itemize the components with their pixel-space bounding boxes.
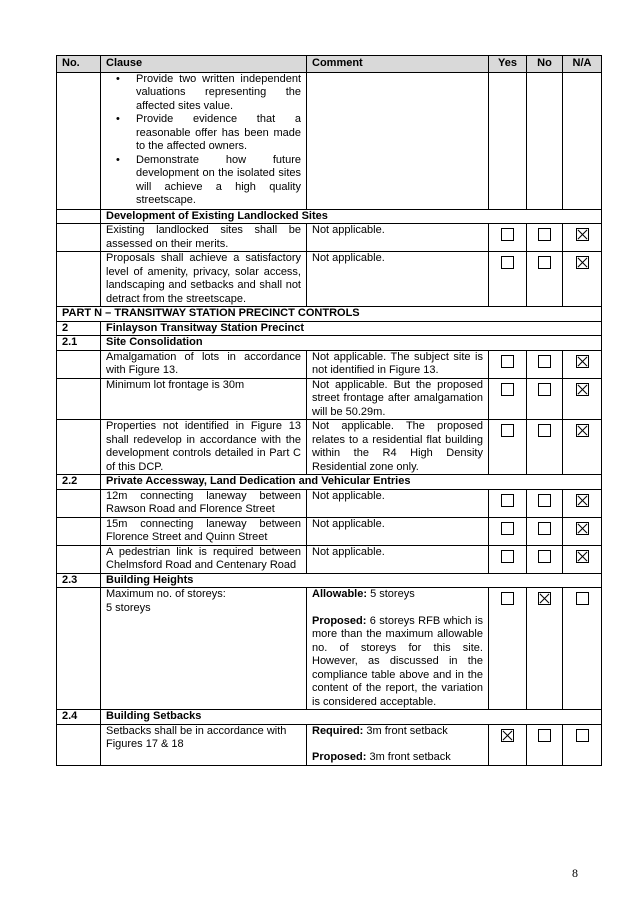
clause-cell: Existing landlocked sites shall be assessed on their merits. bbox=[101, 224, 307, 252]
comment-cell: Not applicable. bbox=[307, 517, 489, 545]
no-checkbox[interactable] bbox=[538, 494, 551, 507]
header-clause: Clause bbox=[101, 56, 307, 73]
clause-cell: Setbacks shall be in accordance with Figures 17 & 18 bbox=[101, 724, 307, 765]
section-row bbox=[57, 475, 602, 490]
comment-cell: Not applicable. But the proposed street frontage after amalgamation will be 50.29m. bbox=[307, 378, 489, 420]
table-row bbox=[57, 224, 602, 252]
na-checkbox[interactable] bbox=[576, 256, 589, 269]
part-title: PART N – TRANSITWAY STATION PRECINCT CONTROLS bbox=[57, 307, 602, 322]
table-row bbox=[57, 252, 602, 307]
table-row bbox=[57, 350, 602, 378]
table-row bbox=[57, 545, 602, 573]
section-title: Building Setbacks bbox=[101, 710, 602, 725]
na-checkbox[interactable] bbox=[576, 592, 589, 605]
yes-checkbox[interactable] bbox=[501, 729, 514, 742]
no-checkbox[interactable] bbox=[538, 729, 551, 742]
section-number: 2.4 bbox=[57, 710, 101, 725]
header-comment: Comment bbox=[307, 56, 489, 73]
yes-checkbox[interactable] bbox=[501, 522, 514, 535]
no-checkbox[interactable] bbox=[538, 522, 551, 535]
bullet-list bbox=[106, 73, 301, 208]
header-row bbox=[57, 56, 602, 73]
list-item: • Provide evidence that a reasonable offer has been made to the affected owners. bbox=[106, 113, 301, 154]
no-checkbox[interactable] bbox=[538, 592, 551, 605]
section-row bbox=[57, 209, 602, 224]
na-checkbox[interactable] bbox=[576, 729, 589, 742]
yes-checkbox[interactable] bbox=[501, 228, 514, 241]
na-checkbox[interactable] bbox=[576, 228, 589, 241]
comment-cell: Not applicable. The proposed relates to a residential flat building within the R4 High Density Residential zone only. bbox=[307, 420, 489, 475]
no-checkbox[interactable] bbox=[538, 256, 551, 269]
section-title: Building Heights bbox=[101, 573, 602, 588]
section-title: Finlayson Transitway Station Precinct bbox=[101, 321, 602, 336]
header-no-col: No bbox=[527, 56, 563, 73]
comment-cell: Required: 3m front setback Proposed: 3m front setback bbox=[307, 724, 489, 765]
table-row bbox=[57, 420, 602, 475]
clause-cell: 12m connecting laneway between Rawson Road and Florence Street bbox=[101, 489, 307, 517]
comment-cell: Not applicable. bbox=[307, 489, 489, 517]
no-checkbox[interactable] bbox=[538, 383, 551, 396]
na-checkbox[interactable] bbox=[576, 355, 589, 368]
table-row bbox=[57, 489, 602, 517]
section-title: Site Consolidation bbox=[101, 336, 602, 351]
section-title: Private Accessway, Land Dedication and Vehicular Entries bbox=[101, 475, 602, 490]
clause-cell: Maximum no. of storeys: 5 storeys bbox=[101, 588, 307, 710]
comment-cell: Not applicable. The subject site is not identified in Figure 13. bbox=[307, 350, 489, 378]
yes-checkbox[interactable] bbox=[501, 355, 514, 368]
no-checkbox[interactable] bbox=[538, 424, 551, 437]
table-row bbox=[57, 517, 602, 545]
na-checkbox[interactable] bbox=[576, 494, 589, 507]
clause-cell: Minimum lot frontage is 30m bbox=[101, 378, 307, 420]
header-yes: Yes bbox=[489, 56, 527, 73]
na-checkbox[interactable] bbox=[576, 383, 589, 396]
clause-cell: A pedestrian link is required between Chelmsford Road and Centenary Road bbox=[101, 545, 307, 573]
section-title: Development of Existing Landlocked Sites bbox=[101, 209, 602, 224]
page-number: 8 bbox=[572, 866, 578, 880]
compliance-table bbox=[56, 55, 602, 766]
comment-cell: Not applicable. bbox=[307, 252, 489, 307]
clause-cell: Properties not identified in Figure 13 shall redevelop in accordance with the development controls detailed in Part C of this DCP. bbox=[101, 420, 307, 475]
compliance-document bbox=[56, 55, 601, 766]
comment-cell: Allowable: 5 storeys Proposed: 6 storeys RFB which is more than the maximum allowable no. of storeys for this site. However, as discussed in the compliance table above and in the content of the report, the variation is considered acceptable. bbox=[307, 588, 489, 710]
yes-checkbox[interactable] bbox=[501, 383, 514, 396]
section-row bbox=[57, 336, 602, 351]
clause-cell: Amalgamation of lots in accordance with Figure 13. bbox=[101, 350, 307, 378]
table-row bbox=[57, 378, 602, 420]
list-item: • Demonstrate how future development on the isolated sites will achieve a high quality streetscape. bbox=[106, 154, 301, 208]
part-row bbox=[57, 307, 602, 322]
section-number: 2.1 bbox=[57, 336, 101, 351]
na-checkbox[interactable] bbox=[576, 550, 589, 563]
no-checkbox[interactable] bbox=[538, 228, 551, 241]
comment-cell: Not applicable. bbox=[307, 224, 489, 252]
table-row bbox=[57, 724, 602, 765]
no-checkbox[interactable] bbox=[538, 550, 551, 563]
yes-checkbox[interactable] bbox=[501, 550, 514, 563]
section-number: 2.2 bbox=[57, 475, 101, 490]
comment-cell: Not applicable. bbox=[307, 545, 489, 573]
yes-checkbox[interactable] bbox=[501, 256, 514, 269]
header-na: N/A bbox=[563, 56, 602, 73]
list-item: • Provide two written independent valuations representing the affected sites value. bbox=[106, 73, 301, 114]
section-row bbox=[57, 321, 602, 336]
header-no: No. bbox=[57, 56, 101, 73]
yes-checkbox[interactable] bbox=[501, 424, 514, 437]
clause-cell: Proposals shall achieve a satisfactory level of amenity, privacy, solar access, landscaping and setbacks and shall not detract from the streetscape. bbox=[101, 252, 307, 307]
table-row bbox=[57, 72, 602, 209]
clause-cell: 15m connecting laneway between Florence Street and Quinn Street bbox=[101, 517, 307, 545]
section-row bbox=[57, 710, 602, 725]
section-number: 2 bbox=[57, 321, 101, 336]
yes-checkbox[interactable] bbox=[501, 592, 514, 605]
na-checkbox[interactable] bbox=[576, 424, 589, 437]
no-checkbox[interactable] bbox=[538, 355, 551, 368]
na-checkbox[interactable] bbox=[576, 522, 589, 535]
yes-checkbox[interactable] bbox=[501, 494, 514, 507]
section-number: 2.3 bbox=[57, 573, 101, 588]
section-row bbox=[57, 573, 602, 588]
table-row bbox=[57, 588, 602, 710]
